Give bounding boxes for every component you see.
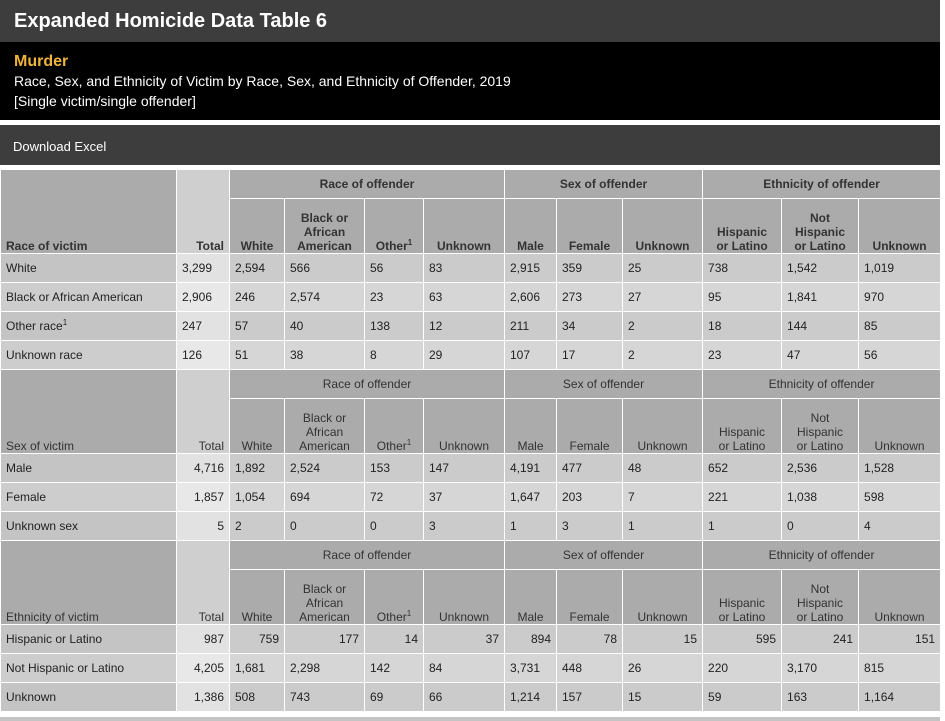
table-cell: 95: [703, 283, 782, 312]
table-cell: 3,299: [177, 254, 230, 283]
col-header-unknown-race: Unknown: [424, 570, 505, 625]
col-header-black: Black or African American: [285, 199, 365, 254]
table-cell: 241: [782, 625, 859, 654]
table-cell: 815: [859, 654, 941, 683]
col-header-male: Male: [505, 199, 557, 254]
group-header-ethnicity: Ethnicity of offender: [703, 370, 941, 399]
table-subtitle: Race, Sex, and Ethnicity of Victim by Race, Sex, and Ethnicity of Offender, 2019: [14, 73, 511, 89]
row-label: Black or African American: [1, 283, 177, 312]
table-cell: 1,892: [230, 454, 285, 483]
table-cell: 83: [424, 254, 505, 283]
col-header-total: Total: [177, 170, 230, 254]
table-cell: 153: [365, 454, 424, 483]
table-cell: 15: [623, 625, 703, 654]
col-header-total: Total: [177, 541, 230, 625]
table-cell: 85: [859, 312, 941, 341]
table-cell: 142: [365, 654, 424, 683]
col-header-white: White: [230, 570, 285, 625]
col-header-male: Male: [505, 399, 557, 454]
table-cell: 1,681: [230, 654, 285, 683]
row-label: Unknown race: [1, 341, 177, 370]
page-title: Expanded Homicide Data Table 6: [0, 0, 940, 42]
table-cell: 1,542: [782, 254, 859, 283]
table-cell: 2,524: [285, 454, 365, 483]
table-cell: 177: [285, 625, 365, 654]
table-cell: 246: [230, 283, 285, 312]
table-cell: 163: [782, 683, 859, 712]
group-header-sex: Sex of offender: [505, 541, 703, 570]
col-header-total: Total: [177, 370, 230, 454]
table-cell: 759: [230, 625, 285, 654]
col-header-black: Black or African American: [285, 570, 365, 625]
table-cell: 3: [557, 512, 623, 541]
table-cell: 26: [623, 654, 703, 683]
table-cell: 138: [365, 312, 424, 341]
col-header-other: Other$^1$: [365, 399, 424, 454]
table-cell: 25: [623, 254, 703, 283]
table-cell: 126: [177, 341, 230, 370]
table-cell: 2: [230, 512, 285, 541]
table-cell: 18: [703, 312, 782, 341]
table-cell: 1,528: [859, 454, 941, 483]
table-cell: 2,574: [285, 283, 365, 312]
table-cell: 1,647: [505, 483, 557, 512]
table-row: [1, 625, 941, 654]
table-cell: 0: [285, 512, 365, 541]
table-cell: 47: [782, 341, 859, 370]
section-race: [1, 254, 941, 370]
row-label: Male: [1, 454, 177, 483]
table-bottom-strip: [0, 717, 940, 721]
col-header-female: Female: [557, 399, 623, 454]
group-header-race: Race of offender: [230, 541, 505, 570]
col-header-other: Other$^1$: [365, 570, 424, 625]
table-cell: 3,731: [505, 654, 557, 683]
table-cell: 477: [557, 454, 623, 483]
row-label: Other race$^1$: [1, 312, 177, 341]
table-cell: 157: [557, 683, 623, 712]
table-cell: 738: [703, 254, 782, 283]
table-cell: 27: [623, 283, 703, 312]
col-header-hispanic: Hispanic or Latino: [703, 199, 782, 254]
header-group-row: [1, 541, 941, 570]
table-cell: 220: [703, 654, 782, 683]
table-cell: 69: [365, 683, 424, 712]
table-cell: 4,191: [505, 454, 557, 483]
col-header-other: Other$^1$: [365, 199, 424, 254]
table-cell: 3: [424, 512, 505, 541]
table-cell: 2,906: [177, 283, 230, 312]
table-cell: 14: [365, 625, 424, 654]
table-cell: 7: [623, 483, 703, 512]
group-header-sex: Sex of offender: [505, 370, 703, 399]
col-header-unknown-sex: Unknown: [623, 570, 703, 625]
group-header-ethnicity: Ethnicity of offender: [703, 170, 941, 199]
table-cell: 57: [230, 312, 285, 341]
table-cell: 23: [365, 283, 424, 312]
table-row: [1, 454, 941, 483]
table-cell: 359: [557, 254, 623, 283]
table-cell: 4: [859, 512, 941, 541]
table-cell: 12: [424, 312, 505, 341]
table-cell: 8: [365, 341, 424, 370]
table-cell: 29: [424, 341, 505, 370]
group-header-race: Race of offender: [230, 170, 505, 199]
table-cell: 1,164: [859, 683, 941, 712]
table-cell: 2,298: [285, 654, 365, 683]
table-cell: 23: [703, 341, 782, 370]
col-header-unknown-race: Unknown: [424, 199, 505, 254]
row-header-race-of-victim: Race of victim: [1, 170, 177, 254]
table-cell: 72: [365, 483, 424, 512]
table-cell: 566: [285, 254, 365, 283]
table-cell: 894: [505, 625, 557, 654]
col-header-white: White: [230, 399, 285, 454]
table-cell: 2,594: [230, 254, 285, 283]
table-cell: 66: [424, 683, 505, 712]
group-header-ethnicity: Ethnicity of offender: [703, 541, 941, 570]
table-cell: 40: [285, 312, 365, 341]
group-header-sex: Sex of offender: [505, 170, 703, 199]
table-cell: 211: [505, 312, 557, 341]
table-cell: 38: [285, 341, 365, 370]
table-cell: 0: [365, 512, 424, 541]
table-row: [1, 341, 941, 370]
col-header-not-hispanic: Not Hispanic or Latino: [782, 570, 859, 625]
table-cell: 107: [505, 341, 557, 370]
table-cell: 5: [177, 512, 230, 541]
download-bar: [0, 125, 940, 165]
section-sex: [1, 454, 941, 541]
table-row: [1, 683, 941, 712]
col-header-unknown-ethnicity: Unknown: [859, 399, 941, 454]
table-row: [1, 283, 941, 312]
table-cell: 1,019: [859, 254, 941, 283]
row-label: Hispanic or Latino: [1, 625, 177, 654]
table-cell: 3,170: [782, 654, 859, 683]
table-cell: 4,716: [177, 454, 230, 483]
table-cell: 1: [703, 512, 782, 541]
table-cell: 4,205: [177, 654, 230, 683]
table-cell: 1: [505, 512, 557, 541]
table-cell: 56: [859, 341, 941, 370]
table-cell: 694: [285, 483, 365, 512]
offense-label: Murder: [14, 53, 69, 70]
table-cell: 595: [703, 625, 782, 654]
table-cell: 56: [365, 254, 424, 283]
header-group-row: [1, 370, 941, 399]
table-row: [1, 654, 941, 683]
row-label: White: [1, 254, 177, 283]
table-cell: 970: [859, 283, 941, 312]
row-label: Female: [1, 483, 177, 512]
table-cell: 221: [703, 483, 782, 512]
col-header-not-hispanic: Not Hispanic or Latino: [782, 399, 859, 454]
col-header-unknown-ethnicity: Unknown: [859, 199, 941, 254]
table-cell: 1: [623, 512, 703, 541]
table-row: [1, 254, 941, 283]
table-cell: 273: [557, 283, 623, 312]
table-cell: 1,386: [177, 683, 230, 712]
col-header-unknown-sex: Unknown: [623, 399, 703, 454]
table-cell: 59: [703, 683, 782, 712]
table-cell: 84: [424, 654, 505, 683]
col-header-unknown-ethnicity: Unknown: [859, 570, 941, 625]
table-cell: 151: [859, 625, 941, 654]
table-cell: 17: [557, 341, 623, 370]
header-group-row: [1, 170, 941, 199]
col-header-unknown-sex: Unknown: [623, 199, 703, 254]
table-cell: 652: [703, 454, 782, 483]
row-header-ethnicity-of-victim: Ethnicity of victim: [1, 541, 177, 625]
table-cell: 2,536: [782, 454, 859, 483]
row-header-sex-of-victim: Sex of victim: [1, 370, 177, 454]
table-cell: 51: [230, 341, 285, 370]
table-cell: 743: [285, 683, 365, 712]
section-ethnicity: [1, 625, 941, 712]
table-cell: 598: [859, 483, 941, 512]
group-header-race: Race of offender: [230, 370, 505, 399]
table-cell: 63: [424, 283, 505, 312]
download-excel-link[interactable]: Download Excel: [13, 139, 107, 154]
table-cell: 1,054: [230, 483, 285, 512]
table-cell: 1,214: [505, 683, 557, 712]
table-cell: 15: [623, 683, 703, 712]
table-row: [1, 512, 941, 541]
table-cell: 78: [557, 625, 623, 654]
table-cell: 147: [424, 454, 505, 483]
table-row: [1, 483, 941, 512]
col-header-female: Female: [557, 199, 623, 254]
col-header-hispanic: Hispanic or Latino: [703, 399, 782, 454]
table-cell: 987: [177, 625, 230, 654]
table-cell: 203: [557, 483, 623, 512]
table-cell: 1,857: [177, 483, 230, 512]
table-note: [Single victim/single offender]: [14, 93, 196, 109]
table-cell: 37: [424, 483, 505, 512]
row-label: Unknown sex: [1, 512, 177, 541]
table-cell: 247: [177, 312, 230, 341]
table-row: [1, 312, 941, 341]
table-cell: 48: [623, 454, 703, 483]
table-cell: 508: [230, 683, 285, 712]
col-header-hispanic: Hispanic or Latino: [703, 570, 782, 625]
row-label: Not Hispanic or Latino: [1, 654, 177, 683]
col-header-female: Female: [557, 570, 623, 625]
table-cell: 1,038: [782, 483, 859, 512]
data-table: [0, 169, 941, 712]
col-header-unknown-race: Unknown: [424, 399, 505, 454]
table-cell: 1,841: [782, 283, 859, 312]
table-cell: 144: [782, 312, 859, 341]
table-cell: 2,606: [505, 283, 557, 312]
table-cell: 37: [424, 625, 505, 654]
col-header-not-hispanic: Not Hispanic or Latino: [782, 199, 859, 254]
table-cell: 0: [782, 512, 859, 541]
col-header-black: Black or African American: [285, 399, 365, 454]
table-cell: 448: [557, 654, 623, 683]
table-cell: 2: [623, 341, 703, 370]
table-cell: 2: [623, 312, 703, 341]
table-cell: 2,915: [505, 254, 557, 283]
row-label: Unknown: [1, 683, 177, 712]
table-cell: 34: [557, 312, 623, 341]
table-caption: [0, 42, 940, 120]
col-header-male: Male: [505, 570, 557, 625]
col-header-white: White: [230, 199, 285, 254]
